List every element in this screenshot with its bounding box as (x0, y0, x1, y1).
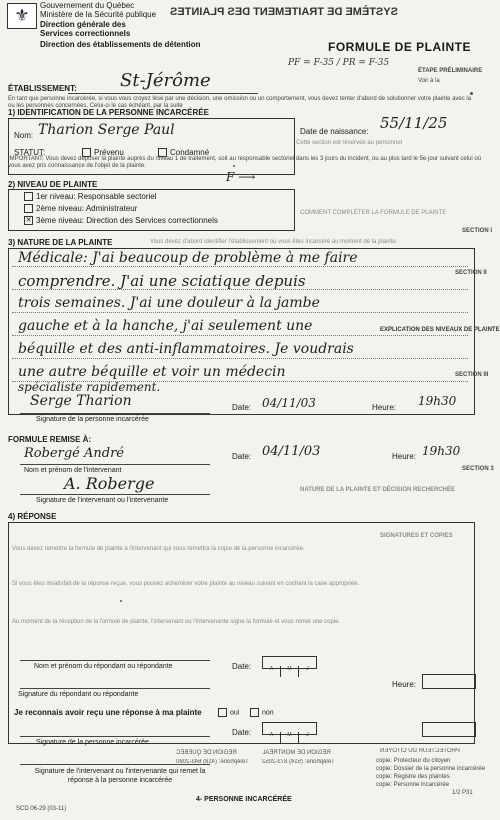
staff-sig-label: Signature de l'intervenant ou l'intervenante qui remet la réponse à la personne incarcérée (34, 768, 206, 784)
section-ii-label: SECTION II (455, 270, 487, 276)
section3-title: 3) NATURE DE LA PLAINTE (8, 238, 113, 247)
non-checkbox[interactable] (250, 708, 259, 717)
inmate-signature-label: Signature de la personne incarcérée (36, 416, 149, 423)
complaint-line-7: spécialiste rapidement. (18, 380, 161, 394)
org-line-3: Direction générale des (40, 20, 126, 29)
section1-right-note: Cette section est réservée au personnel (296, 140, 403, 146)
region-montreal-tel: Téléphone: (514) 873-2052 (262, 759, 335, 765)
complaint-line-5: béquille et des anti-inflammatoires. Je voudrais (18, 341, 354, 357)
level2-checkbox[interactable] (24, 204, 33, 213)
section2-right-note: COMMENT COMPLÉTER LA FORMULE DE PLAINTE (300, 210, 447, 216)
formule-remise-title: FORMULE REMISE À: (8, 435, 92, 444)
intervenant-signature-label: Signature de l'intervenant ou l'intervenante (36, 497, 169, 504)
section4-para2: Si vous êtes insatisfait de la réponse reçue, vous pouvez acheminer votre plainte au niveau suivant en cochant la case appropriée. (12, 581, 360, 587)
scan-speck (470, 92, 473, 95)
dob-label: Date de naissance: (300, 127, 369, 136)
section1-title: 1) IDENTIFICATION DE LA PERSONNE INCARCÉRÉE (8, 108, 209, 117)
inmate-sig-label-2: Signature de la personne incarcérée (36, 739, 149, 746)
form-code: SCD 06-29 (03-11) (16, 806, 67, 812)
oui-checkbox[interactable] (218, 708, 227, 717)
copy-line-1: copie: Protecteur du citoyen (376, 758, 451, 764)
response-date-field[interactable]: A M J (262, 656, 317, 669)
statut-label: STATUT: (14, 148, 46, 157)
section-i-label: SECTION I (462, 228, 493, 234)
level3-label: 3ème niveau: Direction des Services correctionnels (36, 216, 218, 225)
form-title: FORMULE DE PLAINTE (328, 40, 471, 54)
remise-date-label: Date: (232, 452, 252, 461)
voir-label: Voir à la (418, 78, 440, 84)
region-quebec: RÉGION DE QUÉBEC (176, 750, 237, 756)
etablissement-intro: En tant que personne incarcérée, si vous vous croyez lésé par une décision, une omission ou un comportement, vous devez tenter d'abord de solutionner votre plainte avec la ou les personnes concernées. Celui-ci le cas échéant, par la suite (8, 96, 472, 109)
important-text: IMPORTANT: Vous devez déposer la plainte auprès du niveau 1 de traitement, soit au responsable sectoriel dans les 3 jours du incident, ou au plus tard le 5e jour suivant celui où vous avez pris connaissance de l'objet de la plainte. (8, 156, 482, 169)
f-mark: F ⟶ (226, 170, 256, 184)
level1-checkbox[interactable] (24, 192, 33, 201)
remise-heure-value: 19h30 (422, 444, 461, 458)
org-line-5: Direction des établissements de détention (40, 40, 201, 49)
remise-name-label: Nom et prénom de l'intervenant (24, 467, 122, 474)
copy-line-4: copie: Personne incarcérée (376, 782, 450, 788)
prevenu-label: Prévenu (94, 148, 124, 157)
remise-right-note: NATURE DE LA PLAINTE ET DÉCISION RECHERCHÉE (300, 487, 456, 493)
remise-date-value: 04/11/03 (262, 444, 321, 459)
org-line-4: Services correctionnels (40, 29, 131, 38)
system-title-mirrored: SYSTÈME DE TRAITEMENT DES PLAINTES (170, 6, 398, 18)
condamne-label: Condamné (170, 148, 210, 157)
level2-option[interactable] (24, 204, 137, 213)
section3-date-label: Date: (232, 403, 252, 412)
nom-value: Tharion Serge Paul (38, 122, 175, 138)
respondent-name-label: Nom et prénom du répondant ou répondante (34, 663, 173, 670)
org-line-1: Gouvernement du Québec (40, 1, 135, 10)
section4-date-label-2: Date: (232, 728, 252, 737)
copy-line-3: copie: Registre des plaintes (376, 774, 450, 780)
received-non[interactable]: non (250, 708, 274, 717)
right-explication: EXPLICATION DES NIVEAUX DE PLAINTE (380, 327, 500, 333)
protecteur-label: PROTECTEUR DU CITOYEN (380, 748, 460, 754)
level3-checkbox[interactable]: ✕ (25, 217, 32, 225)
region-quebec-tel: Téléphone: (418) 643-2080 (176, 759, 249, 765)
etablissement-label: ÉTABLISSEMENT: (8, 84, 77, 93)
respondent-sig-label: Signature du répondant ou répondante (18, 691, 139, 698)
section4-heure-label: Heure: (392, 680, 417, 689)
scan-speck (120, 600, 122, 602)
section-iii-b: SECTION 3 (462, 466, 494, 472)
section-iii-label: SECTION III (455, 372, 489, 378)
remise-name-value: Robergé André (24, 446, 124, 461)
section4-date-label-1: Date: (232, 662, 252, 671)
stage-label: ÉTAPE PRÉLIMINAIRE (418, 68, 483, 74)
fleur-de-lis-logo: ⚜ (7, 3, 37, 29)
section3-heure-value: 19h30 (418, 394, 457, 408)
received-date-field[interactable]: A M J (262, 722, 317, 735)
region-montreal: RÉGION DE MONTRÉAL (262, 750, 331, 756)
level2-label: 2ème niveau: Administrateur (36, 204, 138, 213)
level1-option[interactable] (24, 192, 157, 201)
complaint-line-1: Médicale: J'ai beaucoup de problème à me faire (18, 250, 358, 266)
section4-title: 4) RÉPONSE (8, 512, 57, 521)
section3-heure-label: Heure: (372, 403, 397, 412)
section3-date-value: 04/11/03 (262, 396, 316, 410)
response-time-field[interactable] (422, 674, 476, 689)
section4-para3: Au moment de la réception de la formule de plainte, l'intervenant ou l'intervenante signe la formule et vous remet une copie. (12, 619, 341, 625)
page-ref: 1/2 P31 (452, 790, 473, 796)
complaint-line-3: trois semaines. J'ai une douleur à la jambe (18, 295, 320, 311)
section4-right-note: SIGNATURES ET COPIES (380, 533, 453, 539)
dob-value: 55/11/25 (380, 114, 448, 132)
nom-label: Nom: (14, 131, 34, 140)
etablissement-value: St-Jérôme (120, 70, 211, 91)
level1-label: 1er niveau: Responsable sectoriel (36, 192, 157, 201)
remise-heure-label: Heure: (392, 452, 417, 461)
section2-title: 2) NIVEAU DE PLAINTE (8, 180, 98, 189)
stamp-text: PF = F-35 / PR = F-35 (288, 58, 390, 68)
org-line-2: Ministère de la Sécurité publique (40, 10, 157, 19)
level3-option[interactable] (24, 216, 218, 225)
intervenant-signature: A. Roberge (64, 474, 155, 493)
complaint-line-6: une autre béquille et voir un médecin (18, 364, 286, 380)
section3-instructions: Vous devez d'abord identifier l'établissement où vous êtes incarcéré au moment de la plainte. (150, 239, 398, 245)
received-time-field[interactable] (422, 722, 476, 737)
bottom-label: 4- PERSONNE INCARCÉRÉE (196, 796, 292, 803)
scan-speck (233, 165, 235, 167)
copy-line-2: copie: Dossier de la personne incarcérée (376, 766, 486, 772)
section4-para1: Vous devez remettre la formule de plainte à l'intervenant qui vous remettra la copie de la personne incarcérée. (12, 546, 305, 552)
complaint-line-4: gauche et à la hanche, j'ai seulement une (18, 318, 313, 334)
received-oui[interactable]: oui (218, 708, 239, 717)
received-label: Je reconnais avoir reçu une réponse à ma plainte (14, 708, 202, 717)
complaint-line-2: comprendre. J'ai une sciatique depuis (18, 272, 306, 290)
inmate-signature: Serge Tharion (30, 393, 132, 409)
